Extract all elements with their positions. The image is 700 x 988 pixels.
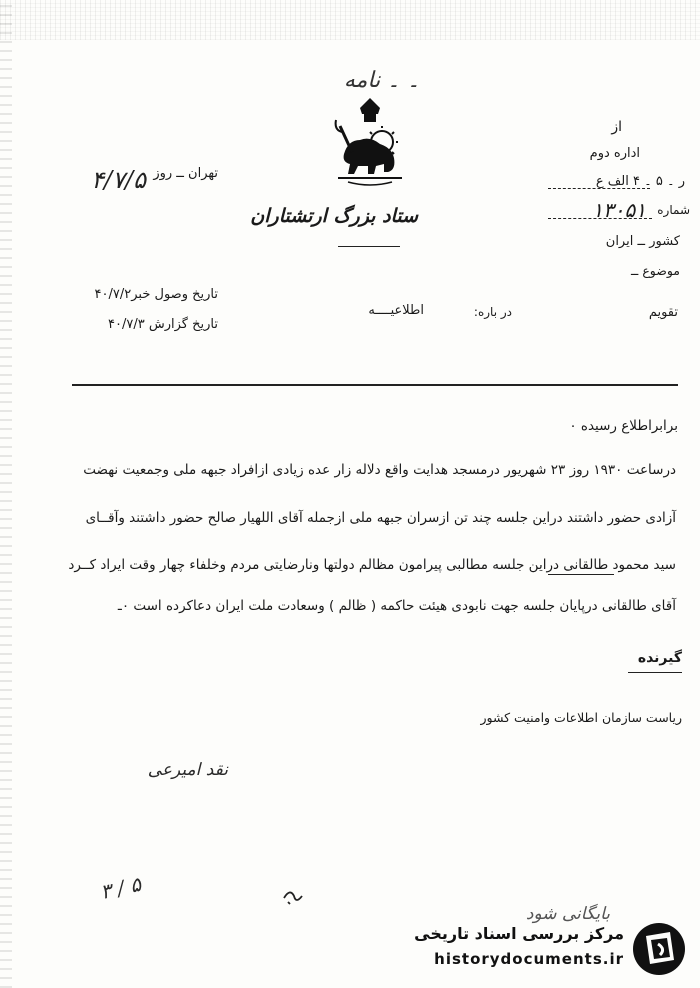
lion-and-sun-emblem-icon [330,96,410,188]
watermark-url: historydocuments.ir [434,950,624,968]
bottom-stamp-text: بایگانی شود [525,904,610,924]
agency-name: ستاد بزرگ ارتشتاران [250,205,418,227]
news-receipt-date: تاریخ وصول خبر۴۰/۷/۲ [94,287,218,302]
number-value: ۱۳۰۵۱ [592,198,646,222]
header-divider [72,384,678,386]
recipient-label: گیرنده [637,650,682,666]
name-underline [548,574,614,575]
watermark-logo-icon [630,920,688,978]
number-label: شماره [657,203,690,217]
watermark [414,918,692,980]
agency-underline [338,246,400,247]
date-handwritten: ۴/۷/۵ [91,166,146,194]
report-date: تاریخ گزارش ۴۰/۷/۳ [108,317,218,332]
top-handwritten-note: ۔ ۔ نامه [343,68,420,93]
reference-underline [548,188,650,189]
subject-label: موضوع ــ [631,263,680,278]
ink-mark-icon [280,886,304,908]
country-line: کشور ــ ایران [605,234,680,249]
body-line-1: درساعت ۱۹۳۰ روز ۲۳ شهریور درمسجد هدایت واقع دلاله زار عده زیادی ازافراد جبهه ملی وجمعیت نهضت [83,462,676,478]
regarding-value: اطلاعیــــه [368,303,424,318]
scan-noise-edge [0,0,12,988]
body-line-3: سید محمود طالقانی دراین جلسه مطالبی پیرامون مظالم دولتها ونارضایتی مردم وخلفاء چهار وقت ایراد کــرد [68,557,676,573]
margin-note: ۳ / ۵ [98,871,144,904]
scan-noise-top [0,0,700,40]
reference-line: ر ۔ ۵ ۔ ۴ الف ع [595,174,685,189]
watermark-name: مرکز بررسی اسناد تاریخی [414,924,624,943]
from-department: اداره دوم [589,146,640,161]
body-line-4: آقای طالقانی درپایان جلسه جهت نابودی هیئت حاکمه ( ظالم ) وسعادت ملت ایران دعاکرده است ۰ـ [117,598,676,614]
regarding-label: در باره: [473,305,512,319]
date-label: تهران ــ روز [153,166,218,181]
body-intro: برابراطلاع رسیده ۰ [569,418,678,434]
signature: نقد امیرعی [147,760,228,780]
recipient-underline [628,672,682,673]
from-label: از [611,119,622,135]
body-line-2: آزادی حضور داشتند دراین جلسه چند تن ازسران جبهه ملی ازجمله آقای اللهیار صالح حضور داشتند وآقــای [85,510,676,526]
evaluation-label: تقویم [648,305,678,320]
recipient-name: ریاست سازمان اطلاعات وامنیت کشور [480,710,682,725]
number-underline [548,218,652,219]
